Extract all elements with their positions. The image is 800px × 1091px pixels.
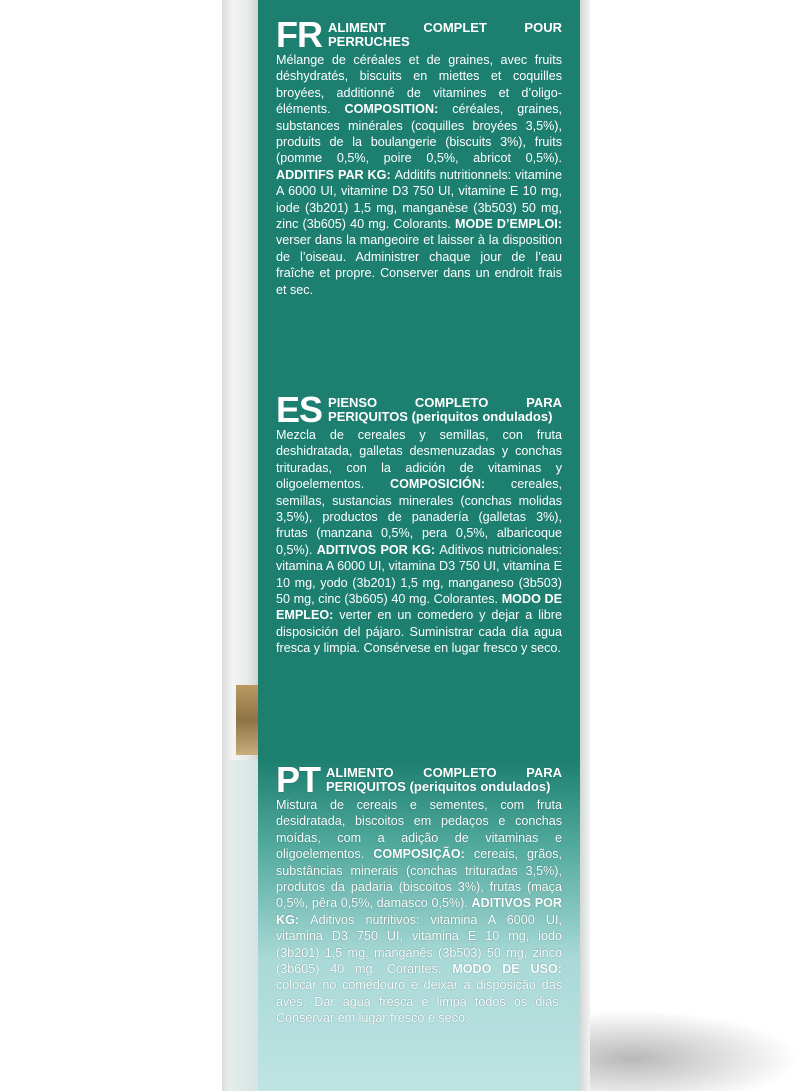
section-body: [276, 427, 562, 657]
usage-label: MODO DE USO:: [452, 962, 562, 977]
usage-text: verter en un comedero y dejar a libre disposición del pájaro. Suministrar cada día agua fresca y limpia. Consérvese en lugar fresco y seco.: [276, 608, 562, 656]
package-side-edge: [222, 0, 258, 1091]
section-header: [276, 389, 562, 430]
composition-text: céréales, graines, substances minérales (coquilles broyées 3,5%), produits de la boulangerie (biscuits 3%), fruits (pomme 0,5%, poire 0,5%, abricot 0,5%).: [276, 102, 562, 166]
usage-text: verser dans la mangeoire et laisser à la disposition de l’oiseau. Administrer chaque jour de l’eau fraîche et propre. Conserver dans un endroit frais et sec.: [276, 233, 562, 297]
composition-label: COMPOSICIÓN:: [389, 477, 511, 492]
composition-label: COMPOSIÇÃO:: [373, 847, 474, 862]
usage-label: MODE D’EMPLOI:: [454, 217, 562, 232]
additives-text: Additifs nutritionnels: vitamine A 6000 UI, vitamine D3 750 UI, vitamine E 10 mg, iode (3b201) 1,5 mg, manganèse (3b503) 50 mg, zinc (3b605) 40 mg. Colorants.: [276, 167, 562, 232]
intro-text: Mélange de céréales et de graines, avec fruits déshydratés, biscuits en miettes et coquilles broyées, additionné de vitamines et d’oligo-éléments.: [276, 53, 562, 117]
language-code: FR: [276, 14, 322, 55]
usage-label: MODO DE EMPLEO:: [276, 592, 562, 623]
additives-text: Aditivos nutricionales: vitamina A 6000 UI, vitamina D3 750 UI, vitamina E 10 mg, yodo (3b201) 1,5 mg, manganeso (3b503) 50 mg, cinc (3b605) 40 mg. Colorantes.: [276, 542, 562, 607]
composition-label: COMPOSITION:: [344, 102, 453, 117]
section-header: [276, 759, 562, 800]
additives-text: Aditivos nutritivos: vitamina A 6000 UI, vitamina D3 750 UI, vitamina E 10 mg, iodo (3b201) 1,5 mg, manganês (3b503) 50 mg, zinco (3b605) 40 mg. Corantes.: [276, 912, 563, 977]
section-title: PIENSO COMPLETO PARA PERIQUITOS (periquitos ondulados): [328, 395, 562, 424]
section-fr: [276, 14, 562, 298]
additives-label: ADITIVOS POR KG:: [316, 542, 440, 557]
composition-text: cereais, grãos, substâncias minerais (conchas trituradas 3,5%), produtos da padaria (biscoitos 3%), frutas (maça 0,5%, pêra 0,5%, damasco 0,5%).: [276, 847, 562, 911]
intro-text: Mistura de cereais e sementes, com fruta desidratada, biscoitos em pedaços e conchas moídas, com a adição de vitaminas e oligoelementos.: [276, 798, 562, 862]
section-body: [276, 52, 562, 298]
additives-label: ADDITIFS PAR KG:: [276, 167, 395, 182]
language-code: PT: [276, 759, 321, 800]
usage-text: colocar no comedouro e deixar à disposição das aves. Dar água fresca e limpa todos os dias. Conservar em lugar fresco e seco.: [276, 978, 562, 1026]
additives-label: ADITIVOS POR KG:: [276, 896, 562, 927]
intro-text: Mezcla de cereales y semillas, con fruta deshidratada, galletas desmenuzadas y conchas trituradas, con la adición de vitaminas y oligoelementos.: [276, 428, 562, 492]
section-title: ALIMENTO COMPLETO PARA PERIQUITOS (periquitos ondulados): [326, 765, 562, 794]
label-panel: [258, 0, 580, 1091]
package-side-lower: [228, 760, 258, 1091]
package-front-edge: [580, 0, 590, 1091]
language-code: ES: [276, 389, 323, 430]
package-shadow: [560, 1010, 800, 1091]
section-body: [276, 797, 562, 1027]
product-window: [236, 685, 258, 755]
section-pt: [276, 759, 563, 1027]
composition-text: cereales, semillas, sustancias minerales (conchas molidas 3,5%), productos de panadería (galletas 3%), frutas (manzana 0,5%, pera 0,5%, albaricoque 0,5%).: [276, 477, 562, 557]
section-header: [276, 14, 562, 55]
section-title: ALIMENT COMPLET POUR PERRUCHES: [328, 20, 562, 49]
section-es: [276, 389, 562, 657]
